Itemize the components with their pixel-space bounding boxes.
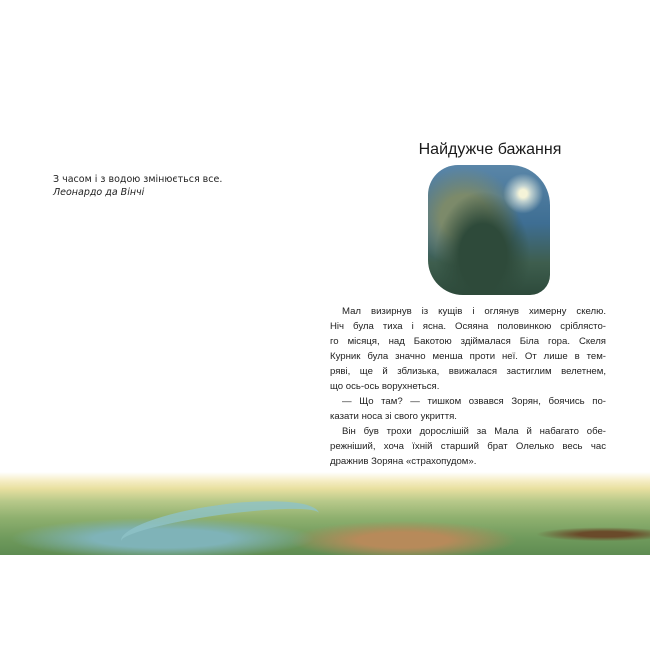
chapter-illustration-rock-moon <box>428 165 550 295</box>
landscape-illustration <box>0 472 650 555</box>
epigraph-author: Леонардо да Вінчі <box>53 187 145 198</box>
text-line: — Що там? — тишком озвався Зорян, боячись по- <box>342 396 606 407</box>
text-line: Курник була значно менша проти неї. От лише в тем- <box>330 351 606 362</box>
text-line: го місяця, над Бакотою здіймалася Біла гора. Скеля <box>330 336 606 347</box>
text-line: що ось-ось ворухнеться. <box>330 381 440 392</box>
text-line: дражнив Зоряна «страхопудом». <box>330 456 477 467</box>
text-line: Ніч була тиха і ясна. Осяяна половинкою сріблясто- <box>330 321 606 332</box>
chapter-text <box>330 304 606 469</box>
chapter-title: Найдужче бажання <box>418 141 562 158</box>
text-line: Він був трохи дорослішій за Мала й набагато обе- <box>342 426 606 437</box>
text-line: казати носа зі свого укриття. <box>330 411 457 422</box>
epigraph-quote: З часом і з водою змінюється все. <box>53 174 223 185</box>
epigraph <box>53 173 222 199</box>
text-line: ряві, ще й зблизька, ввижалася застиглим велетнем, <box>330 366 606 377</box>
text-line: режніший, хоча їхній старший брат Олелько весь час <box>330 441 606 452</box>
text-line: Мал визирнув із кущів і оглянув химерну скелю. <box>342 306 606 317</box>
